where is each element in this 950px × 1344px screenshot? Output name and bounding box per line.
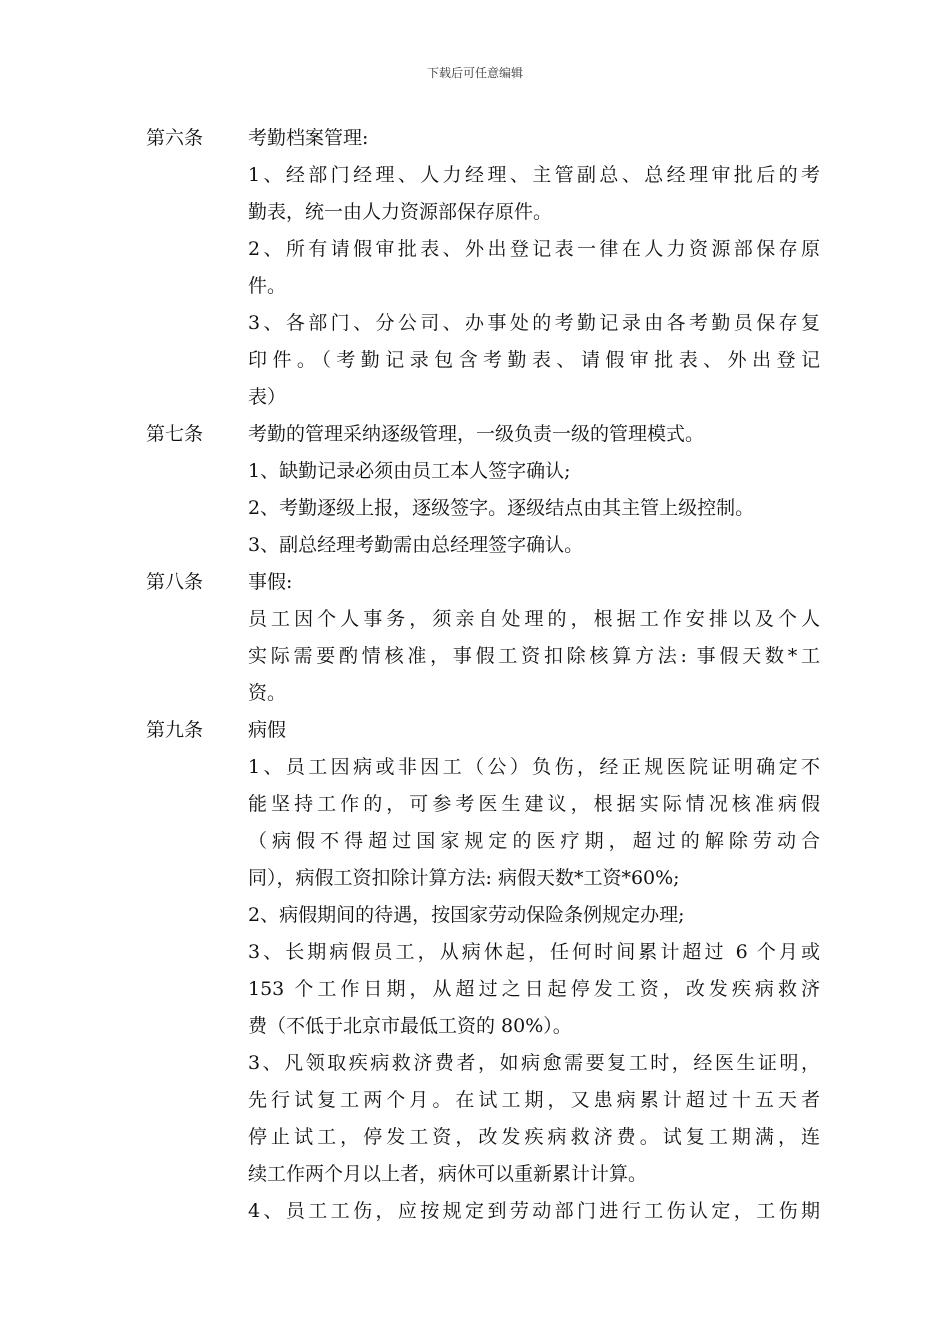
text-line: 4、员工工伤，应按规定到劳动部门进行工伤认定，工伤期 xyxy=(248,1200,820,1222)
text-line: （病假不得超过国家规定的医疗期，超过的解除劳动合 xyxy=(248,830,820,852)
text-line: 表） xyxy=(248,386,287,408)
text-line: 印件。（考勤记录包含考勤表、请假审批表、外出登记 xyxy=(248,349,820,371)
text-line: 事假: xyxy=(248,571,293,593)
article-body xyxy=(248,416,820,564)
text-line: 3、各部门、分公司、办事处的考勤记录由各考勤员保存复 xyxy=(248,312,820,334)
text-line: 2、考勤逐级上报，逐级签字。逐级结点由其主管上级控制。 xyxy=(248,497,755,519)
article-label: 第九条 xyxy=(146,719,204,741)
text-line: 考勤档案管理: xyxy=(248,127,369,149)
article-label: 第六条 xyxy=(146,127,204,149)
text-line: 3、长期病假员工，从病休起，任何时间累计超过 6 个月或 xyxy=(248,941,820,963)
text-line: 费（不低于北京市最低工资的 80%）。 xyxy=(248,1015,572,1037)
text-line: 1、员工因病或非因工（公）负伤，经正规医院证明确定不 xyxy=(248,756,820,778)
page-header-note: 下载后可任意编辑 xyxy=(426,66,523,80)
text-line: 3、凡领取疾病救济费者，如病愈需要复工时，经医生证明， xyxy=(248,1052,820,1074)
text-line: 先行试复工两个月。在试工期，又患病累计超过十五天者 xyxy=(248,1089,820,1111)
text-line: 续工作两个月以上者，病休可以重新累计计算。 xyxy=(248,1163,648,1185)
text-line: 3、副总经理考勤需由总经理签字确认。 xyxy=(248,534,584,556)
text-line: 153 个工作日期，从超过之日起停发工资，改发疾病救济 xyxy=(248,978,820,1000)
text-line: 勤表，统一由人力资源部保存原件。 xyxy=(248,201,553,223)
text-line: 病假 xyxy=(248,719,287,741)
text-line: 2、病假期间的待遇，按国家劳动保险条例规定办理; xyxy=(248,904,685,926)
text-line: 实际需要酌情核准，事假工资扣除核算方法: 事假天数*工 xyxy=(248,645,820,667)
article-label: 第八条 xyxy=(146,571,204,593)
text-line: 能坚持工作的，可参考医生建议，根据实际情况核准病假 xyxy=(248,793,820,815)
text-line: 1、经部门经理、人力经理、主管副总、总经理审批后的考 xyxy=(248,164,820,186)
text-line: 2、所有请假审批表、外出登记表一律在人力资源部保存原 xyxy=(248,238,820,260)
text-line: 1、缺勤记录必须由员工本人签字确认; xyxy=(248,460,571,482)
article-body xyxy=(248,120,820,416)
text-line: 员工因个人事务，须亲自处理的，根据工作安排以及个人 xyxy=(248,608,820,630)
text-line: 停止试工，停发工资，改发疾病救济费。试复工期满，连 xyxy=(248,1126,820,1148)
text-line: 资。 xyxy=(248,682,287,704)
text-line: 同），病假工资扣除计算方法: 病假天数*工资*60%; xyxy=(248,867,680,889)
text-line: 考勤的管理采纳逐级管理，一级负责一级的管理模式。 xyxy=(248,423,705,445)
article-body xyxy=(248,564,820,712)
article-label: 第七条 xyxy=(146,423,204,445)
article-body xyxy=(248,712,820,1230)
text-line: 件。 xyxy=(248,275,287,297)
